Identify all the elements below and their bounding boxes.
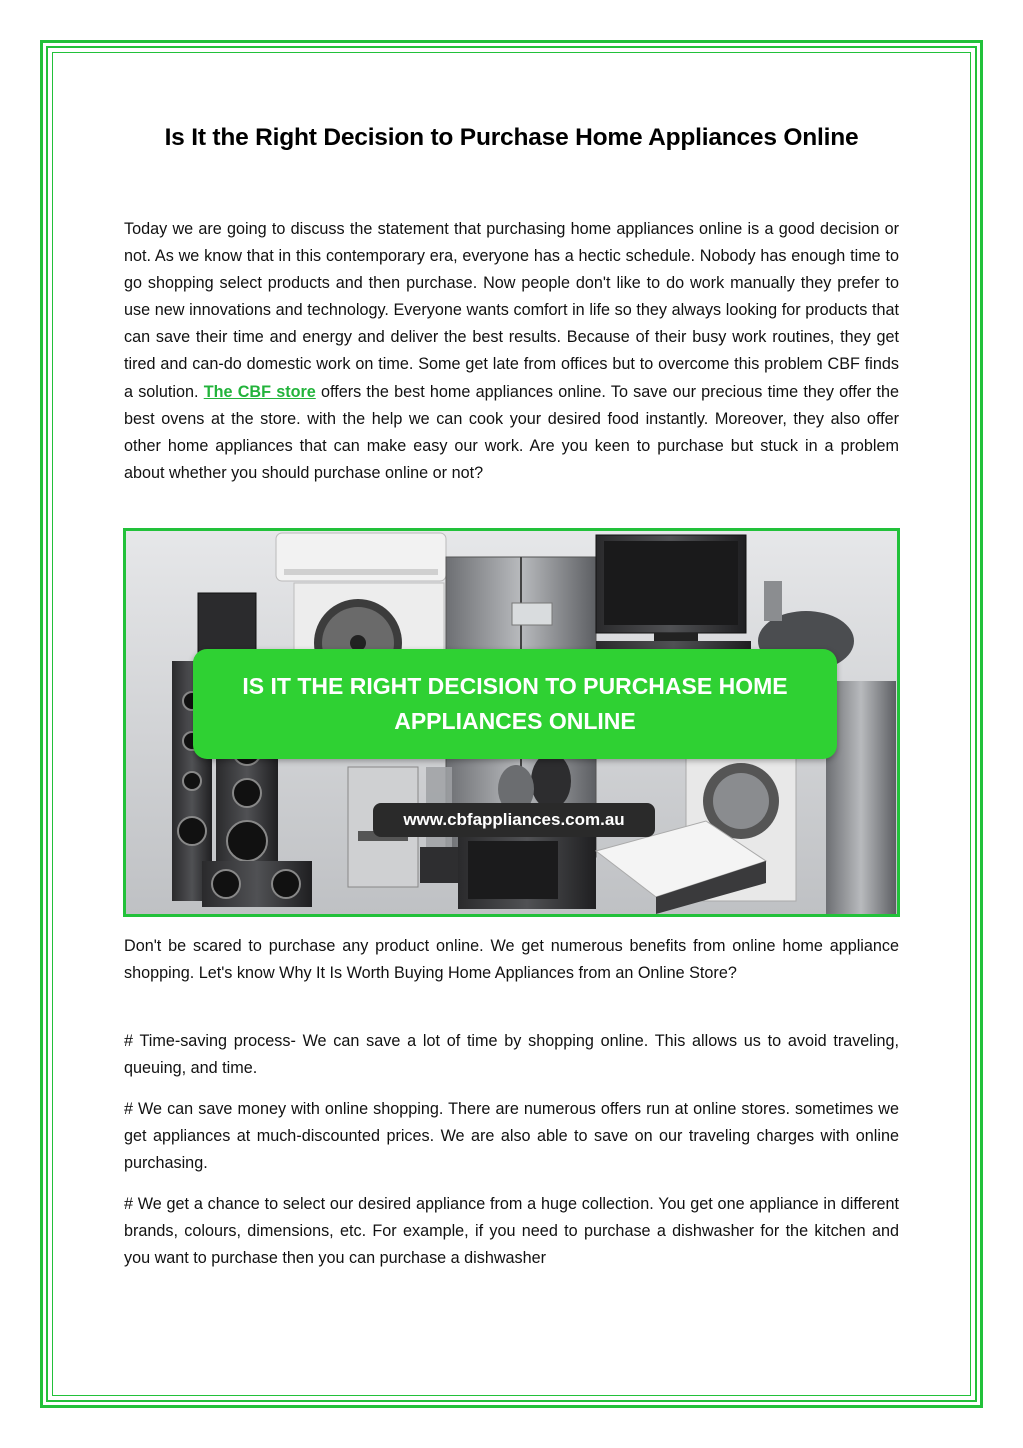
hero-banner	[193, 649, 837, 759]
paragraph-huge-collection: # We get a chance to select our desired appliance from a huge collection. You get one appliance in different brands, colours, dimensions, etc. For example, if you need to purchase a dishwasher for the kitchen and you want to purchase then you can purchase a dishwasher	[124, 1195, 899, 1268]
hero-image	[123, 528, 900, 917]
intro-paragraph	[124, 216, 899, 487]
intro-text-after-link: offers the best home appliances online. To save our precious time they offer the best ovens at the store. with the help we can cook your desired food instantly. Moreover, they also offer other home appliances that can make easy our work. Are you keen to purchase but stuck in a problem about whether you should purchase online or not?	[124, 382, 899, 482]
cbf-store-link[interactable]: The CBF store	[203, 382, 316, 401]
intro-text-before-link: Today we are going to discuss the statement that purchasing home appliances online is a good decision or not. As we know that in this contemporary era, everyone has a hectic schedule. Nobody has enough time to go shopping select products and then purchase. Now people don't like to do work manually they prefer to use new innovations and technology. Everyone wants comfort in life so they always looking for products that can save their time and energy and deliver the best results. Because of their busy work routines, they get tired and can-do domestic work on time. Some get late from offices but to overcome this problem CBF finds a solution.	[124, 220, 899, 401]
paragraph-benefits-intro: Don't be scared to purchase any product online. We get numerous benefits from online home appliance shopping. Let's know Why It Is Worth Buying Home Appliances from an Online Store?	[124, 937, 899, 983]
hero-banner-text: IS IT THE RIGHT DECISION TO PURCHASE HOME APPLIANCES ONLINE	[242, 673, 788, 734]
article-title: Is It the Right Decision to Purchase Home Appliances Online	[164, 124, 859, 151]
paragraph-save-money: # We can save money with online shopping. There are numerous offers run at online stores. sometimes we get appliances at much-discounted prices. We are also able to save on our traveling charges with online purchasing.	[124, 1100, 899, 1173]
paragraph-time-saving: # Time-saving process- We can save a lot of time by shopping online. This allows us to avoid traveling, queuing, and time.	[124, 1032, 899, 1078]
hero-website-url: www.cbfappliances.com.au	[373, 803, 655, 837]
